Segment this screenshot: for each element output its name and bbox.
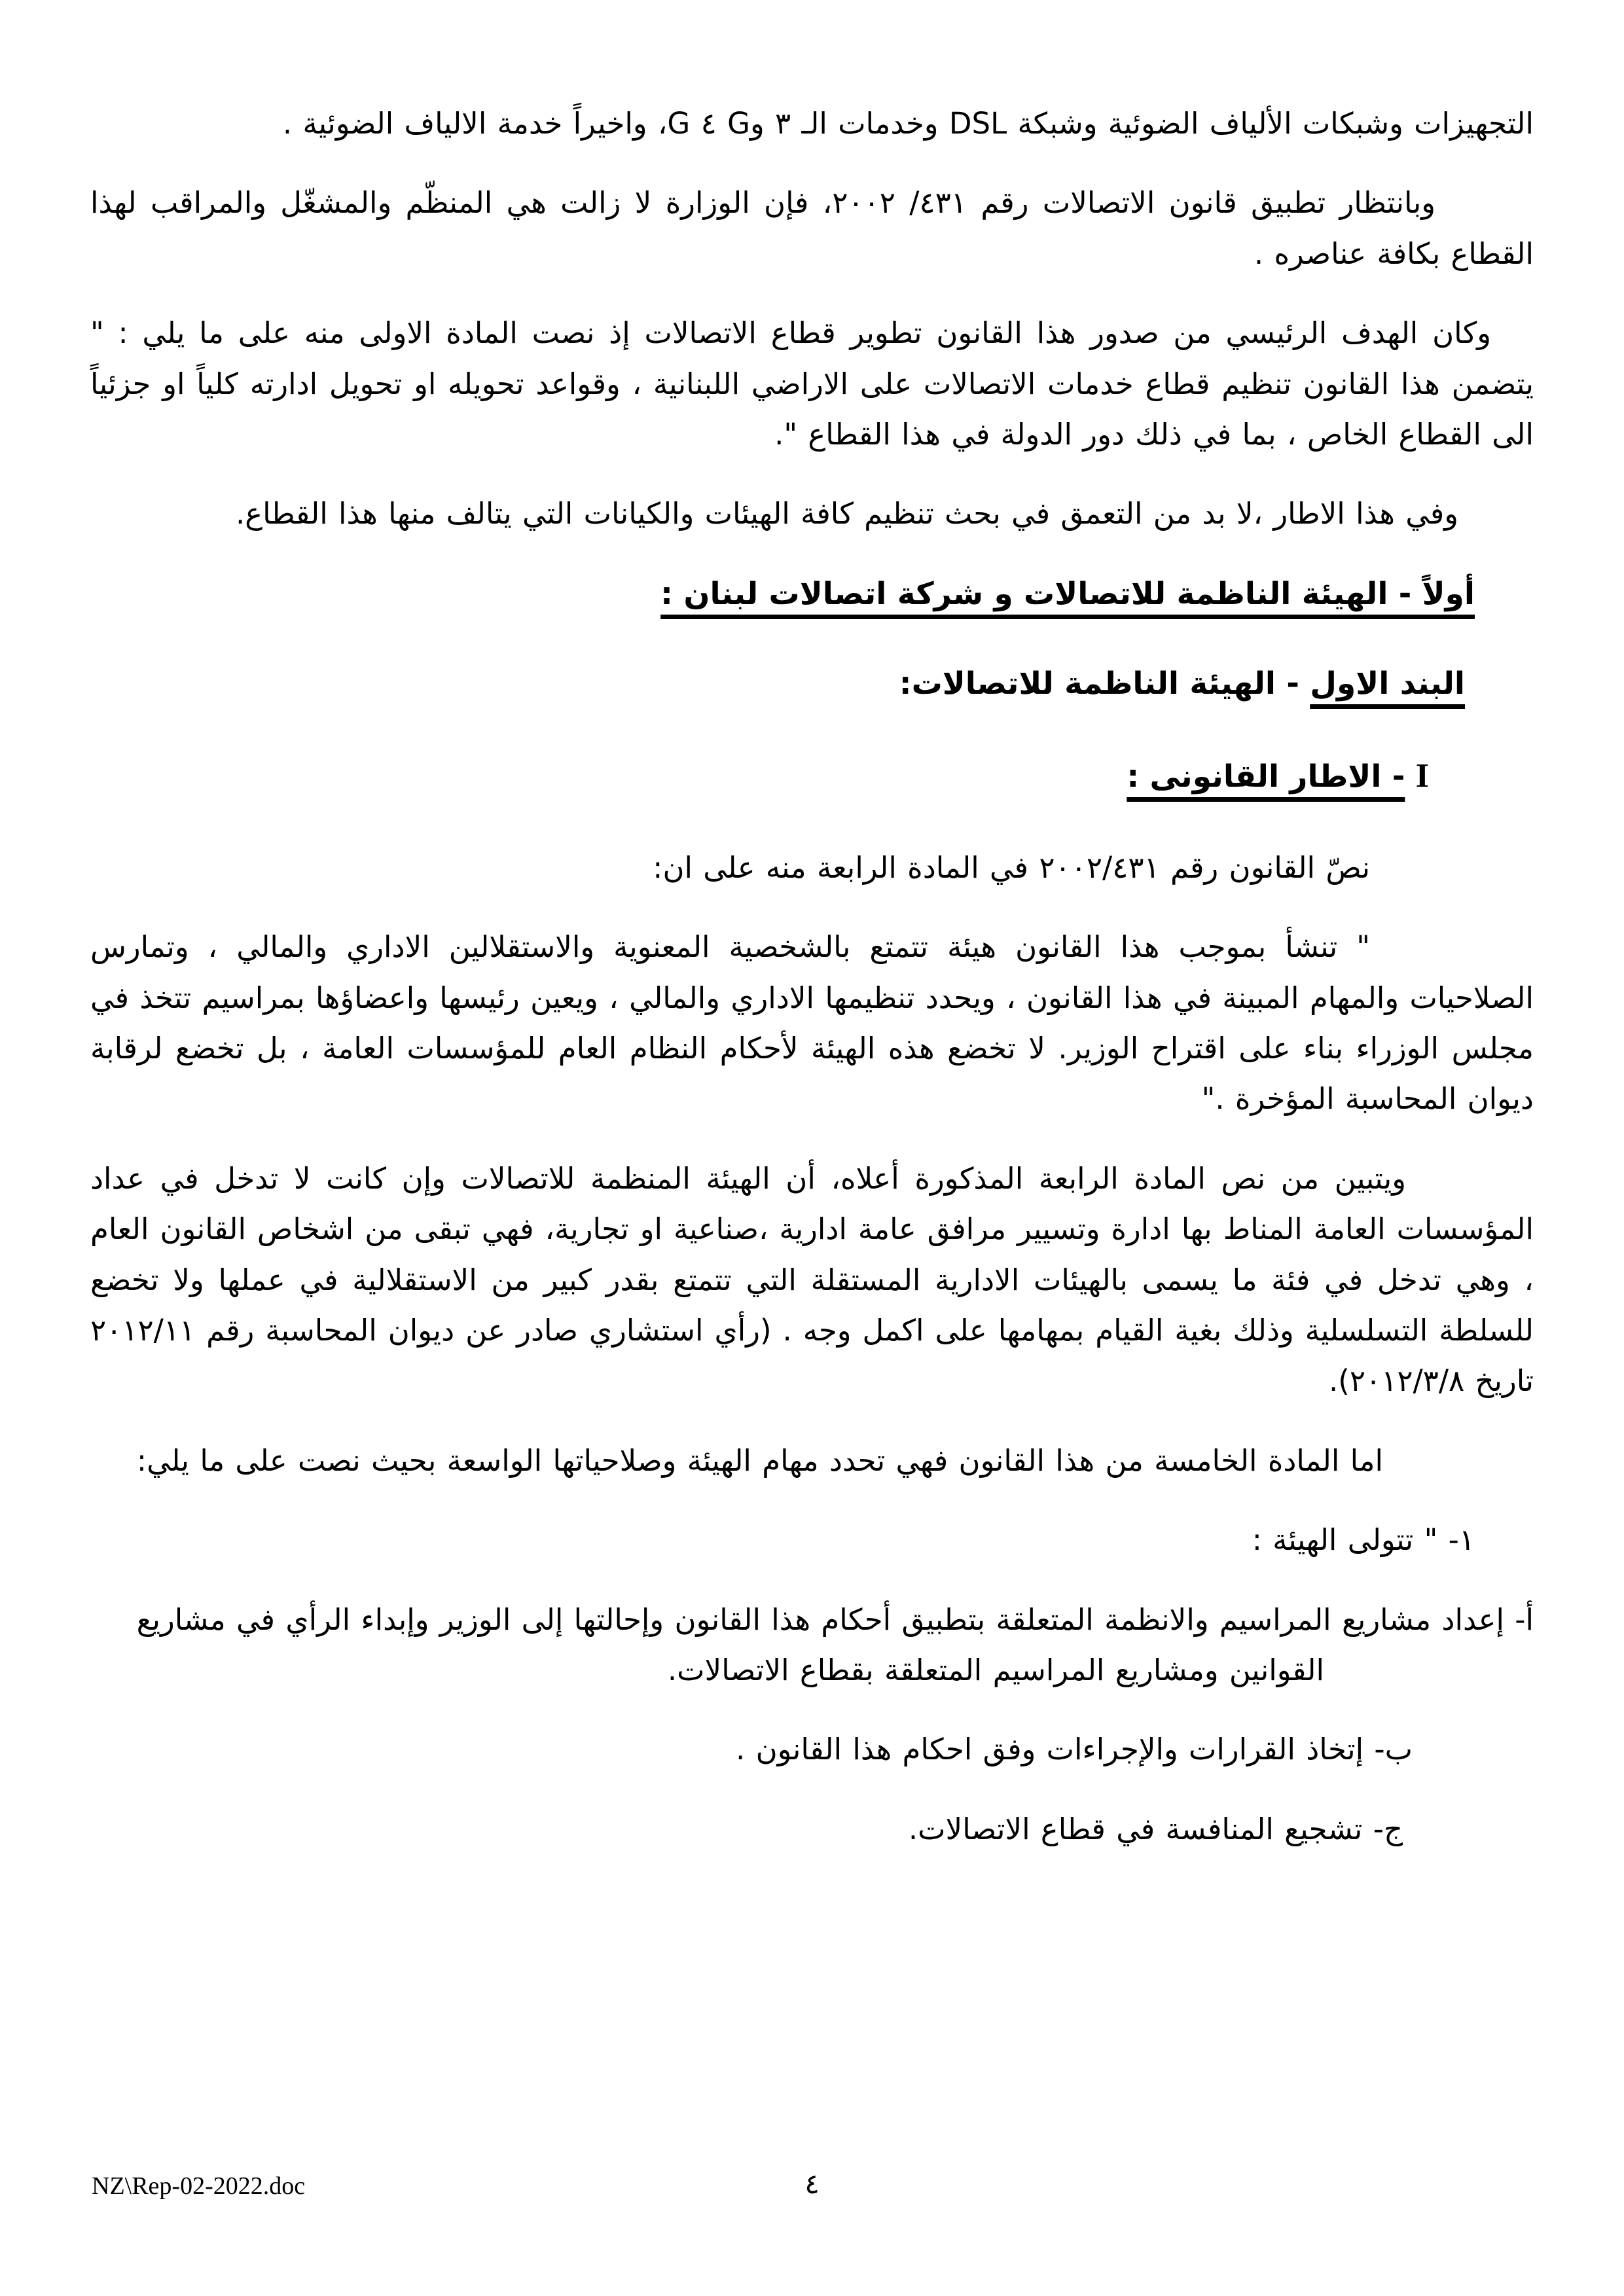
list-item-a: أ- إعداد مشاريع المراسيم والانظمة المتعلقة بتطبيق أحكام هذا القانون وإحالتها إلى الوزير وإبداء الرأي في مشاريع القوانين ومشاريع المراسيم المتعلقة بقطاع الاتصالات. [136, 1602, 1534, 1687]
paragraph-article-five-intro: اما المادة الخامسة من هذا القانون فهي تحدد مهام الهيئة وصلاحياتها الواسعة بحيث نصت على ما يلي: [136, 1443, 1383, 1478]
paragraph-article-four-quote: " تنشأ بموجب هذا القانون هيئة تتمتع بالشخصية المعنوية والاستقلالين الاداري والمالي ، وتمارس الصلاحيات والمهام المبينة في هذا القانون ، ويحدد تنظيمها الاداري والمالي ، ويعين رئيسها واعضاؤها بمراسيم تتخذ في مجلس الوزراء بناء على اقتراح الوزير. لا تخضع هذه الهيئة لأحكام النظام العام للمؤسسات العامة ، بل تخضع لرقابة ديوان المحاسبة المؤخرة ." [90, 929, 1534, 1117]
heading-section-one-text: أولاً - الهيئة الناظمة للاتصالات و شركة اتصالات لبنان : [660, 575, 1475, 612]
list-item-b: ب- إتخاذ القرارات والإجراءات وفق احكام هذا القانون . [735, 1732, 1413, 1767]
heading-section-one [90, 568, 1475, 621]
paragraph-article-four-intro: نصّ القانون رقم ٢٠٠٢/٤٣١ في المادة الرابعة منه على ان: [653, 850, 1370, 885]
page-number: ٤ [804, 2168, 820, 2200]
file-reference: NZ\Rep-02-2022.doc [92, 2172, 306, 2200]
heading-clause-one-rest: - الهيئة الناظمة للاتصالات: [899, 665, 1310, 702]
paragraph-law-431-status: وبانتظار تطبيق قانون الاتصالات رقم ٤٣١/ ٢٠٠٢، فإن الوزارة لا زالت هي المنظّم والمشغّل والمراقب لهذا القطاع بكافة عناصره . [90, 185, 1534, 271]
heading-legal-framework-title: - الاطار القانونى : [1127, 759, 1405, 795]
page-footer [92, 2168, 1532, 2214]
list-intro-authority-tasks: ١- " تتولى الهيئة : [1252, 1522, 1475, 1558]
heading-clause-one-underlined: البند الاول [1310, 665, 1465, 702]
paragraph-fiber-networks: التجهيزات وشبكات الألياف الضوئية وشبكة DSL وخدمات الـ ٣ وG ٤ G، واخيراً خدمة الالياف الضوئية . [282, 106, 1534, 141]
paragraph-audit-court-analysis: ويتبين من نص المادة الرابعة المذكورة أعلاه، أن الهيئة المنظمة للاتصالات وإن كانت لا تدخل في عداد المؤسسات العامة المناط بها ادارة وتسيير مرافق عامة ادارية ،صناعية او تجارية، فهي تبقى من اشخاص القانون العام ، وهي تدخل في فئة ما يسمى بالهيئات الادارية المستقلة التي تتمتع بقدر كبير من الاستقلالية في عملها ولا تخضع للسلطة التسلسلية وذلك بغية القيام بمهامها على اكمل وجه . (رأي استشاري صادر عن ديوان المحاسبة رقم ٢٠١٢/١١ تاريخ ٢٠١٢/٣/٨). [90, 1160, 1534, 1399]
heading-legal-framework-numeral: I [1415, 757, 1429, 795]
paragraph-framework-note: وفي هذا الاطار ،لا بد من التعمق في بحث تنظيم كافة الهيئات والكيانات التي يتالف منها هذا القطاع. [235, 496, 1458, 531]
heading-clause-one [90, 658, 1465, 711]
list-item-c: ج- تشجيع المنافسة في قطاع الاتصالات. [908, 1811, 1403, 1846]
paragraph-law-objective: وكان الهدف الرئيسي من صدور هذا القانون تطوير قطاع الاتصالات إذ نصت المادة الاولى منه على ما يلي : " يتضمن هذا القانون تنظيم قطاع خدمات الاتصالات على الاراضي اللبنانية ، وقواعد تحويله او تحويل ادارته كلياً او جزئياً الى القطاع الخاص ، بما في ذلك دور الدولة في هذا القطاع ". [90, 315, 1534, 452]
document-body [90, 98, 1534, 1883]
heading-legal-framework [90, 747, 1429, 805]
